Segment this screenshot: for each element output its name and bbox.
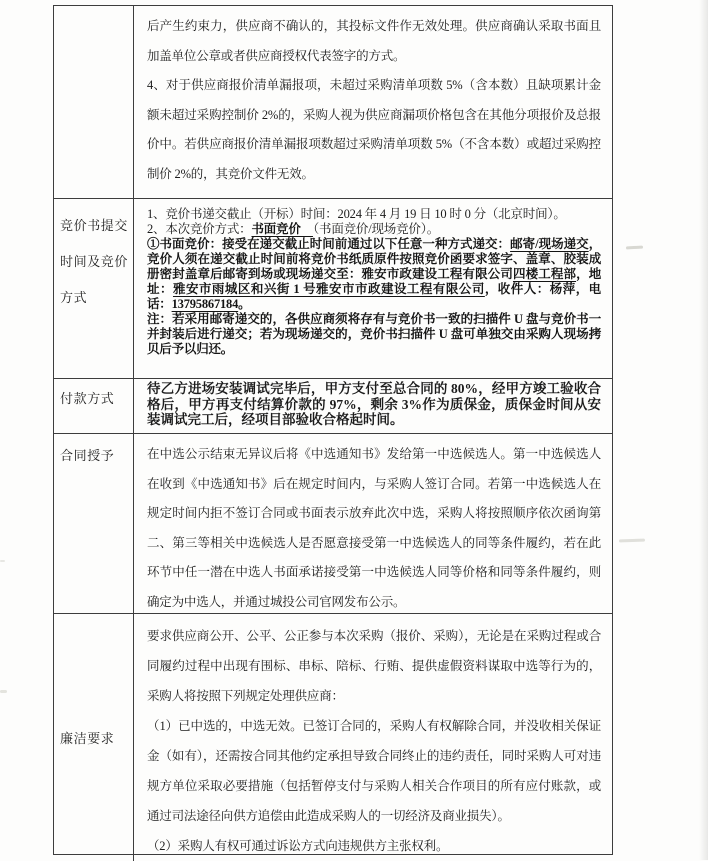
row-content-contract-award: 在中选公示结束无异议后将《中选通知书》发给第一中选候选人。第一中选候选人在收到《中选通知书》后在规定时间内，与采购人签订合同。若第一中选候选人在规定时间内拒不签订合同或书面表示放弃此次中选，采购人将按照顺序依次函询第二、第三等相关中选候选人是否愿意接受第一中选候选人的同等条件履约，若在此环节中任一潜在中选人书面承诺接受第一中选候选人同等价格和同等条件履约，则确定为中选人，并通过城投公司官网发布公示。 <box>147 447 601 609</box>
scan-artifact <box>0 690 7 693</box>
table-row-contract-award <box>54 434 612 614</box>
procurement-terms-table <box>53 5 613 855</box>
row-content-payment-terms: 待乙方进场安装调试完毕后，甲方支付至总合同的 80%，经甲方竣工验收合格后，甲方再支付结算价款的 97%，剩余 3%作为质保金，质保金时间从安装调试完工后，经项目部验收合格起时间。 <box>147 381 601 427</box>
table-row-bid-submission-method <box>54 199 612 379</box>
row-label-bid-submission-method: 竞价书提交 时间及竞价 方式 <box>54 199 134 378</box>
row-content-bid-submission-method: 1、竞价书递交截止（开标）时间：2024 年 4 月 19 日 10 时 0 分（北京时间）。 2、本次竞价方式：书面竞价 （书面竞价/现场竞价）。 ①书面竞价：接受在递交截止时间前通过以下任意一种方式递交：邮寄/现场递交，竞价人须在递交截止时间前将竞价书纸质原件按照竞价函要求签字、盖章、胶装成册密封盖章后邮寄到场或现场递交至：雅安市政建设工程有限公司四楼工程部，地址：雅安市雨城区和兴街 1 号雅安市市政建设工程有限公司，收件人：杨萍，电话：13795867184。 注：若采用邮寄递交的，各供应商须将存有与竞价书一致的扫描件 U 盘与竞价书一并封装后进行递交；若为现场递交的，竞价书扫描件 U 盘可单独交由采购人现场拷贝后予以归还。 <box>147 207 602 356</box>
row-content-integrity-requirements: 要求供应商公开、公平、公正参与本次采购（报价、采购），无论是在采购过程或合同履约过程中出现有围标、串标、陪标、行贿、提供虚假资料谋取中选等行为的，采购人将按照下列规定处理供应商： （1）已中选的，中选无效。已签订合同的，采购人有权解除合同，并没收相关保证金（如有），还需按合同其他约定承担导致合同终止的违约责任，同时采购人可对违规方单位采取必要措施（包括暂停支付与采购人相关合作项目的所有应付账款，或通过司法途径向供方追偿由此造成采购人的一切经济及商业损失）。 （2）采购人有权可通过诉讼方式向违规供方主张权利。 <box>147 629 601 853</box>
table-row-notes-continuation <box>54 6 612 199</box>
scan-artifact <box>626 246 643 250</box>
table-row-payment-terms <box>54 379 612 434</box>
row-label-empty <box>54 6 134 198</box>
row-label-integrity-requirements: 廉洁要求 <box>54 614 134 861</box>
scan-artifact <box>619 539 645 543</box>
scan-edge-shadow <box>699 0 708 860</box>
scan-artifact <box>0 560 5 562</box>
table-row-integrity-requirements <box>54 614 612 861</box>
row-content-notes-continuation: 后产生约束力，供应商不确认的，其投标文件作无效处理。供应商确认采取书面且加盖单位公章或者供应商授权代表签字的方式。 4、对于供应商报价清单漏报项，未超过采购清单项数 5%（含本数）且缺项累计金额未超过采购控制价 2%的，采购人视为供应商漏项价格包含在其他分项报价及总报价中。若供应商报价清单漏报项数超过采购清单项数 5%（不含本数）或超过采购控制价 2%的，其竞价文件无效。 <box>147 19 601 181</box>
row-label-payment-terms: 付款方式 <box>54 379 134 433</box>
row-label-contract-award: 合同授予 <box>54 434 134 613</box>
